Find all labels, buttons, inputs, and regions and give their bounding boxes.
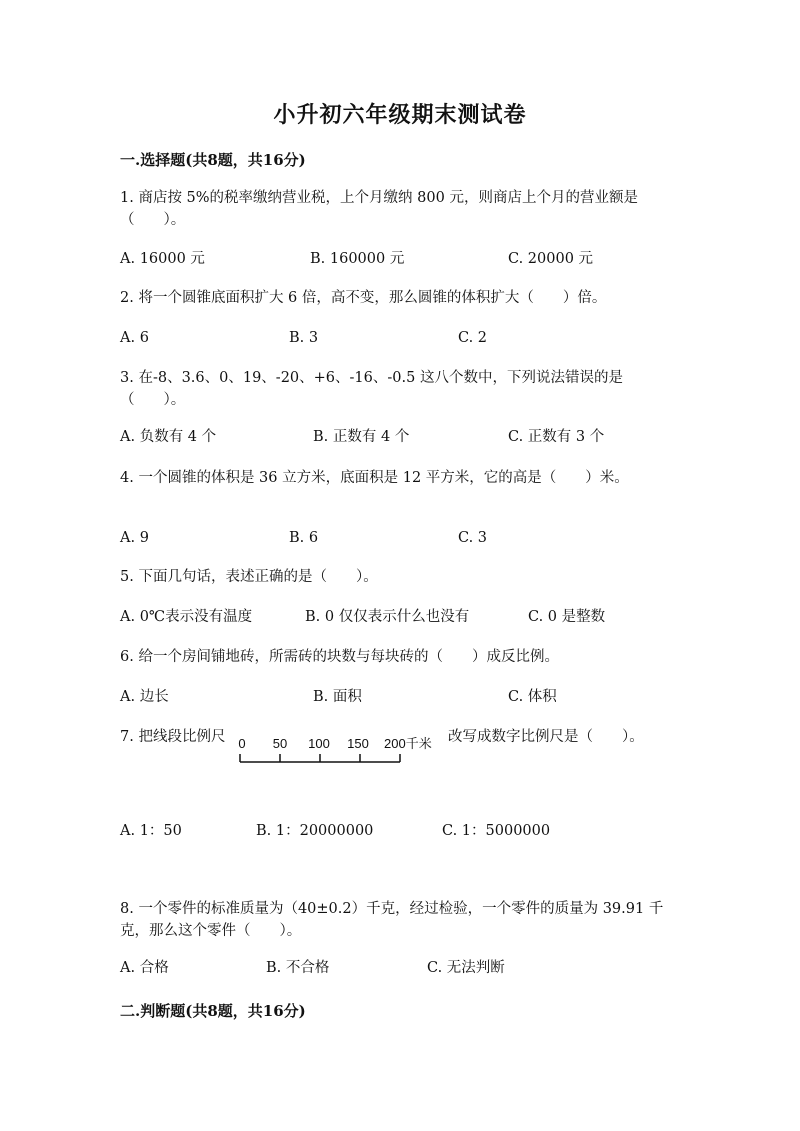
question-7-prefix: 7. 把线段比例尺 [120, 729, 226, 745]
question-8-option-b: B. 不合格 [266, 960, 330, 976]
section-heading-judgement: 二.判断题(共8题，共16分) [120, 1002, 306, 1020]
question-4-option-b: B. 6 [289, 530, 319, 546]
question-3: 3. 在-8、3.6、0、19、-20、+6、-16、-0.5 这八个数中，下列说法错误的是（ ）。 [120, 370, 623, 408]
line-segment-scale [236, 734, 448, 766]
question-7-option-a: A. 1：50 [120, 823, 182, 839]
question-5: 5. 下面几句话，表述正确的是（ ）。 [120, 569, 378, 585]
question-1-option-c: C. 20000 元 [508, 251, 594, 267]
scale-label-0: 0 [238, 736, 246, 751]
question-7-option-b: B. 1：20000000 [256, 823, 374, 839]
question-6-option-b: B. 面积 [313, 689, 362, 705]
question-5-option-a: A. 0℃表示没有温度 [120, 609, 253, 625]
question-5-option-b: B. 0 仅仅表示什么也没有 [305, 609, 470, 625]
question-1-option-a: A. 16000 元 [120, 251, 205, 267]
question-2-option-a: A. 6 [120, 330, 149, 346]
page-title: 小升初六年级期末测试卷 [273, 102, 527, 128]
question-6-option-c: C. 体积 [508, 689, 557, 705]
question-5-option-c: C. 0 是整数 [528, 609, 606, 625]
question-3-option-c: C. 正数有 3 个 [508, 429, 605, 445]
question-7-option-c: C. 1：5000000 [442, 823, 551, 839]
question-1: 1. 商店按 5%的税率缴纳营业税，上个月缴纳 800 元，则商店上个月的营业额是（ ）。 [120, 190, 638, 228]
scale-label-150: 150 [347, 736, 369, 751]
question-4-option-c: C. 3 [458, 530, 488, 546]
section-heading-choice: 一.选择题(共8题，共16分) [120, 151, 306, 169]
scale-label-200km: 200千米 [384, 736, 432, 751]
scale-label-50: 50 [272, 736, 288, 751]
question-3-option-b: B. 正数有 4 个 [313, 429, 410, 445]
question-8: 8. 一个零件的标准质量为（40±0.2）千克，经过检验，一个零件的质量为 39.91 千克，那么这个零件（ ）。 [120, 901, 664, 939]
question-1-option-b: B. 160000 元 [310, 251, 405, 267]
question-4: 4. 一个圆锥的体积是 36 立方米，底面积是 12 平方米，它的高是（ ）米。 [120, 470, 629, 486]
question-2-option-b: B. 3 [289, 330, 319, 346]
question-2: 2. 将一个圆锥底面积扩大 6 倍，高不变，那么圆锥的体积扩大（ ）倍。 [120, 290, 607, 306]
question-3-option-a: A. 负数有 4 个 [120, 429, 217, 445]
question-4-option-a: A. 9 [120, 530, 149, 546]
question-8-option-c: C. 无法判断 [427, 960, 505, 976]
question-7-suffix: 改写成数字比例尺是（ ）。 [448, 729, 644, 745]
question-8-option-a: A. 合格 [120, 960, 169, 976]
question-6-option-a: A. 边长 [120, 689, 169, 705]
scale-label-100: 100 [308, 736, 330, 751]
question-2-option-c: C. 2 [458, 330, 488, 346]
question-6: 6. 给一个房间铺地砖，所需砖的块数与每块砖的（ ）成反比例。 [120, 649, 559, 665]
